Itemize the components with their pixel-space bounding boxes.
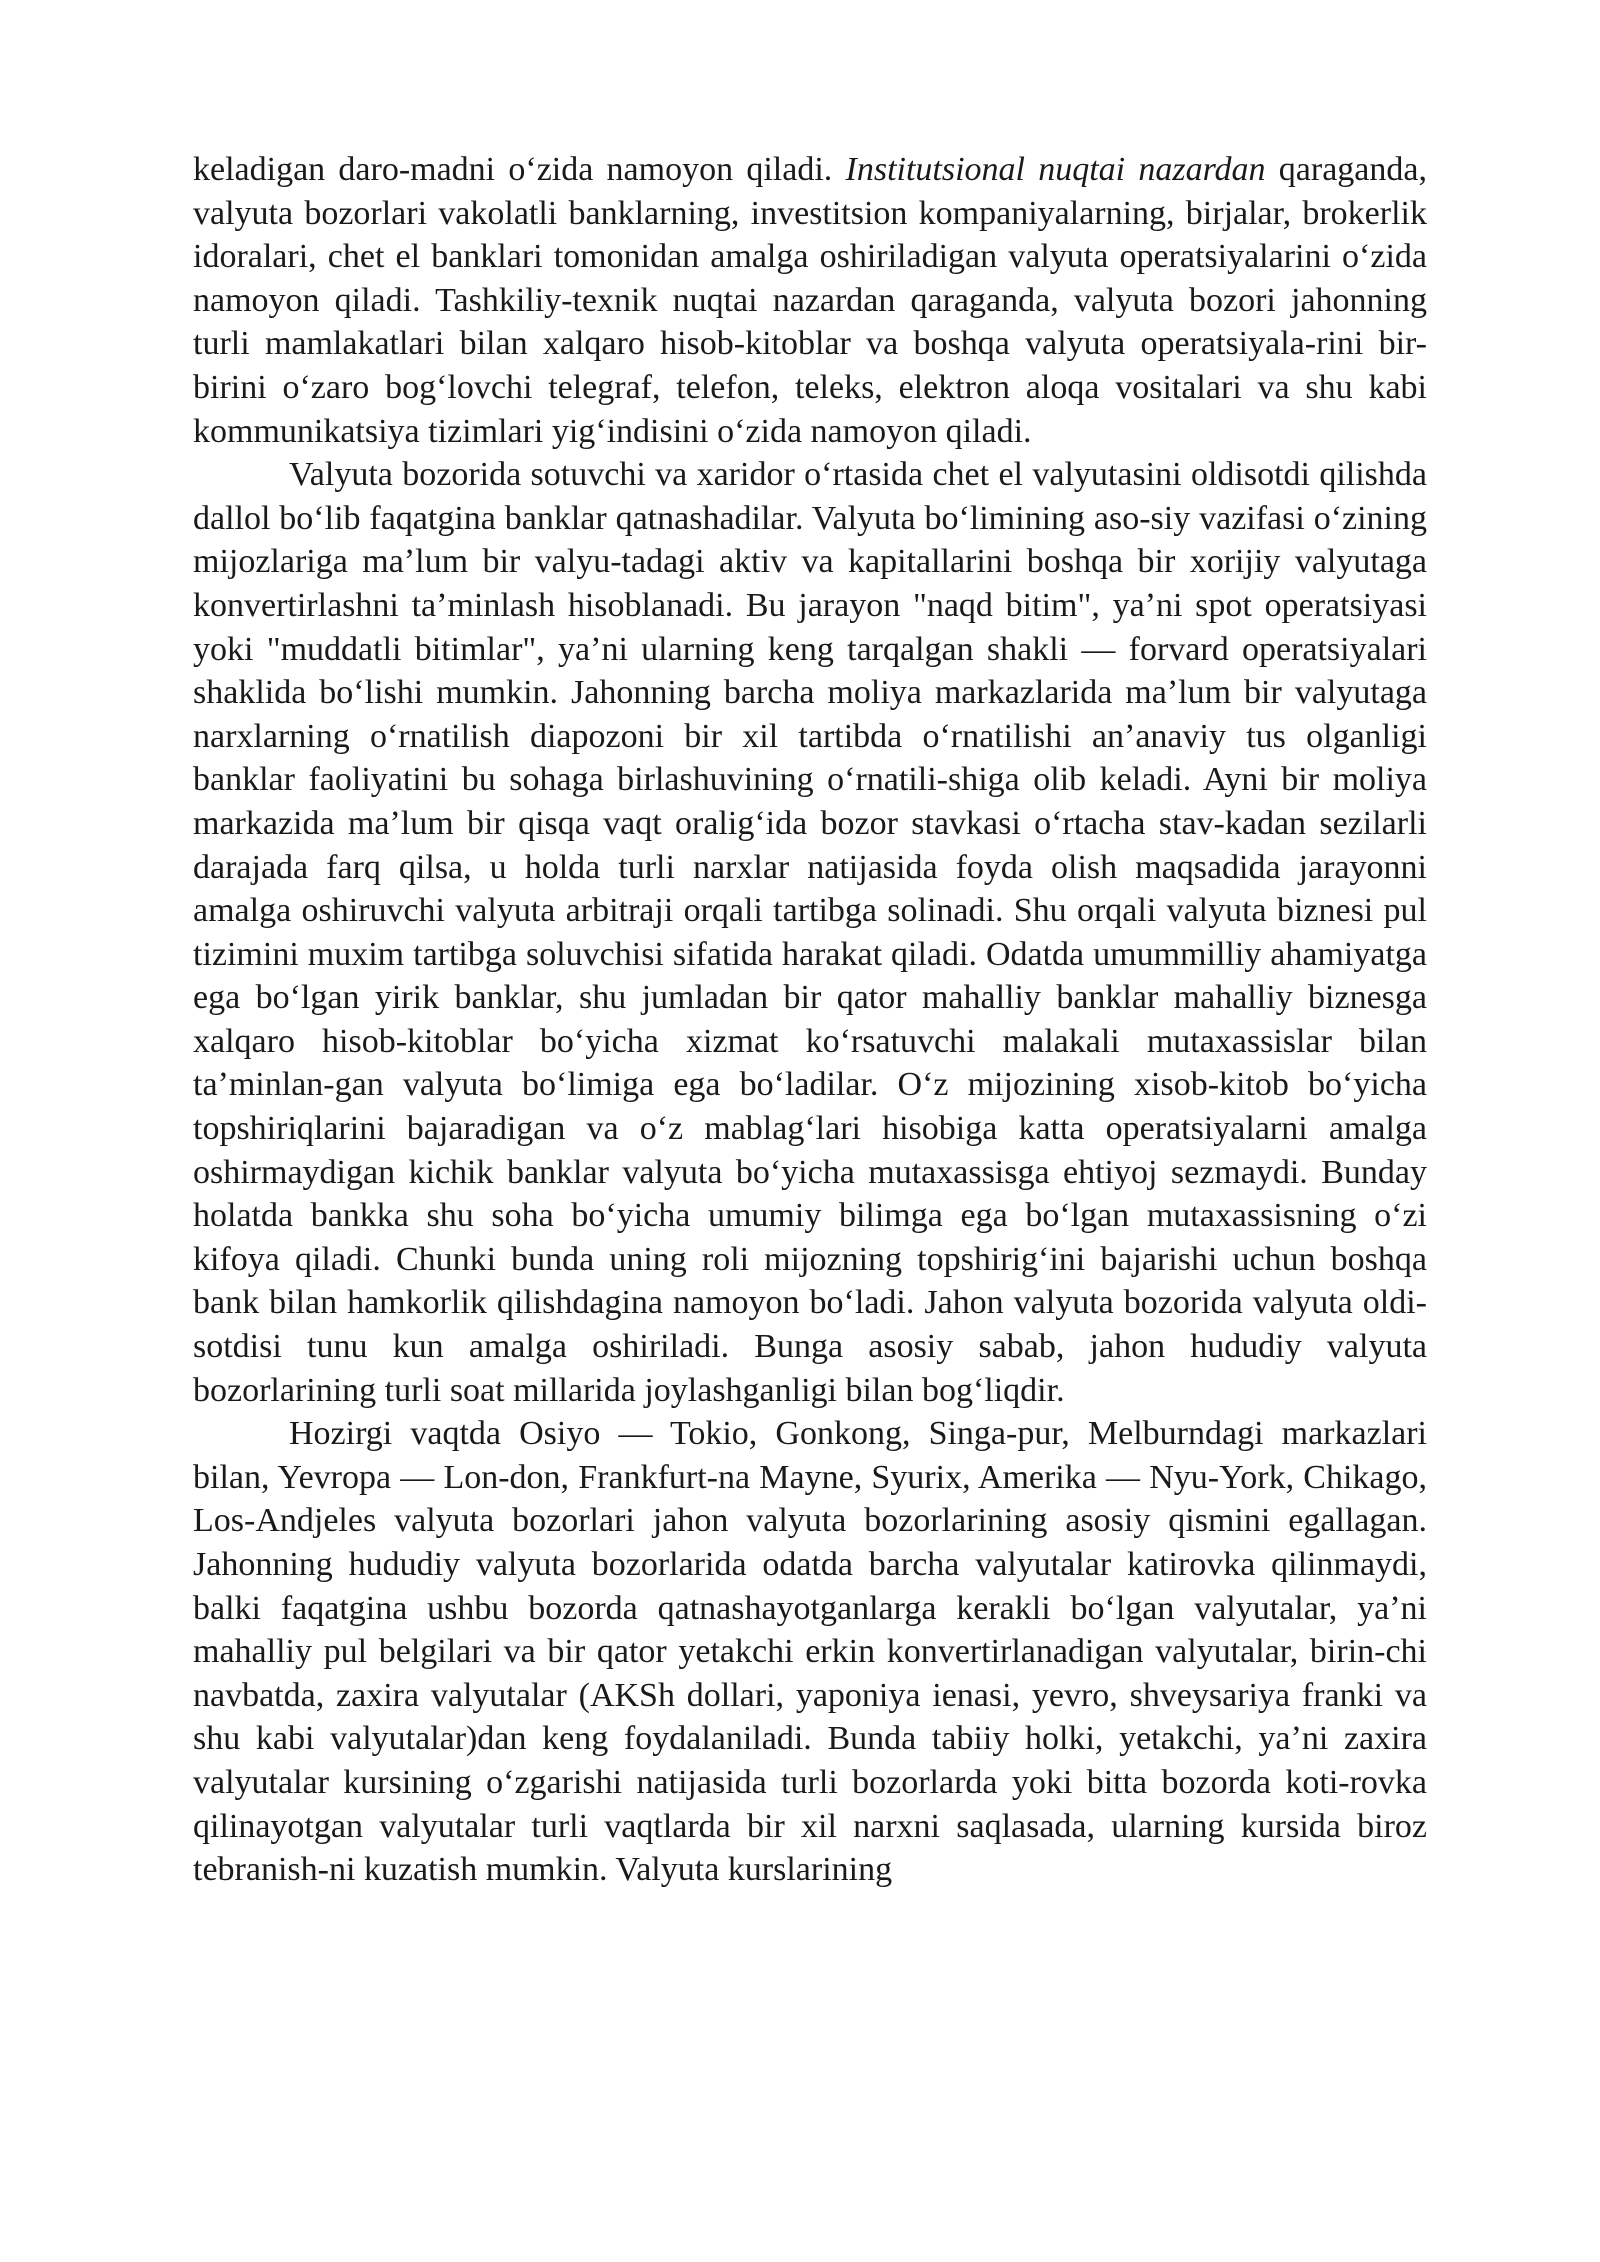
paragraph-1 (193, 148, 1427, 453)
document-page (193, 148, 1427, 1892)
paragraph-1-lead: keladigan daro-madni oʻzida namoyon qiladi. (193, 151, 846, 188)
paragraph-3: Hozirgi vaqtda Osiyo — Tokio, Gonkong, Singa-pur, Melburndagi markazlari bilan, Yevropa — Lon-don, Frankfurt-na Mayne, Syurix, Amerika — Nyu-York, Chikago, Los-Andjeles valyuta bozorlari jahon valyuta bozorlarining asosiy qismini egallagan. Jahonning hududiy valyuta bozorlarida odatda barcha valyutalar katirovka qilinmaydi, balki faqatgina ushbu bozorda qatnashayotganlarga kerakli boʻlgan valyutalar, yaʼni mahalliy pul belgilari va bir qator yetakchi erkin konvertirlanadigan valyutalar, birin-chi navbatda, zaxira valyutalar (AKSh dollari, yaponiya ienasi, yevro, shveysariya franki va shu kabi valyutalar)dan keng foydalaniladi. Bunda tabiiy holki, yetakchi, yaʼni zaxira valyutalar kursining oʻzgarishi natijasida turli bozorlarda yoki bitta bozorda koti-rovka qilinayotgan valyutalar turli vaqtlarda bir xil narxni saqlasada, ularning kursida biroz tebranish-ni kuzatish mumkin. Valyuta kurslarining (193, 1415, 1427, 1889)
paragraph-2: Valyuta bozorida sotuvchi va xaridor oʻrtasida chet el valyutasini oldisotdi qilishda dallol boʻlib faqatgina banklar qatnashadilar. Valyuta boʻlimining aso-siy vazifasi oʻzining mijozlariga maʼlum bir valyu-tadagi aktiv va kapitallarini boshqa bir xorijiy valyutaga konvertirlashni taʼminlash hisoblanadi. Bu jarayon "naqd bitim", yaʼni spot operatsiyasi yoki "muddatli bitimlar", yaʼni ularning keng tarqalgan shakli — forvard operatsiyalari shaklida boʻlishi mumkin. Jahonning barcha moliya markazlarida maʼlum bir valyutaga narxlarning oʻrnatilish diapozoni bir xil tartibda oʻrnatilishi anʼanaviy tus olganligi banklar faoliyatini bu sohaga birlashuvining oʻrnatili-shiga olib keladi. Ayni bir moliya markazida maʼlum bir qisqa vaqt oraligʻida bozor stavkasi oʻrtacha stav-kadan sezilarli darajada farq qilsa, u holda turli narxlar natijasida foyda olish maqsadida jarayonni amalga oshiruvchi valyuta arbitraji orqali tartibga solinadi. Shu orqali valyuta biznesi pul tizimini muxim tartibga soluvchisi sifatida harakat qiladi. Odatda umummilliy ahamiyatga ega boʻlgan yirik banklar, shu jumladan bir qator mahalliy banklar mahalliy biznesga xalqaro hisob-kitoblar boʻyicha xizmat koʻrsatuvchi malakali mutaxassislar bilan taʼminlan-gan valyuta boʻlimiga ega boʻladilar. Oʻz mijozining xisob-kitob boʻyicha topshiriqlarini bajaradigan va oʻz mablagʻlari hisobiga katta operatsiyalarni amalga oshirmaydigan kichik banklar valyuta boʻyicha mutaxassisga ehtiyoj sezmaydi. Bunday holatda bankka shu soha boʻyicha umumiy bilimga ega boʻlgan mutaxassisning oʻzi kifoya qiladi. Chunki bunda uning roli mijozning topshirigʻini bajarishi uchun boshqa bank bilan hamkorlik qilishdagina namoyon boʻladi. Jahon valyuta bozorida valyuta oldi-sotdisi tunu kun amalga oshiriladi. Bunga asosiy sabab, jahon hududiy valyuta bozorlarining turli soat millarida joylashganligi bilan bogʻliqdir. (193, 456, 1427, 1409)
paragraph-1-text: qaraganda, valyuta bozorlari vakolatli banklarning, investitsion kompaniyalarning, birjalar, brokerlik idoralari, chet el banklari tomonidan amalga oshiriladigan valyuta operatsiyalarini oʻzida namoyon qiladi. Tashkiliy-texnik nuqtai nazardan qaraganda, valyuta bozori jahonning turli mamlakatlari bilan xalqaro hisob-kitoblar va boshqa valyuta operatsiyala-rini bir-birini oʻzaro bogʻlovchi telegraf, telefon, teleks, elektron aloqa vositalari va shu kabi kommunikatsiya tizimlari yigʻindisini oʻzida namoyon qiladi. (193, 151, 1427, 450)
paragraph-1-emphasis: Institutsional nuqtai nazardan (845, 151, 1266, 188)
